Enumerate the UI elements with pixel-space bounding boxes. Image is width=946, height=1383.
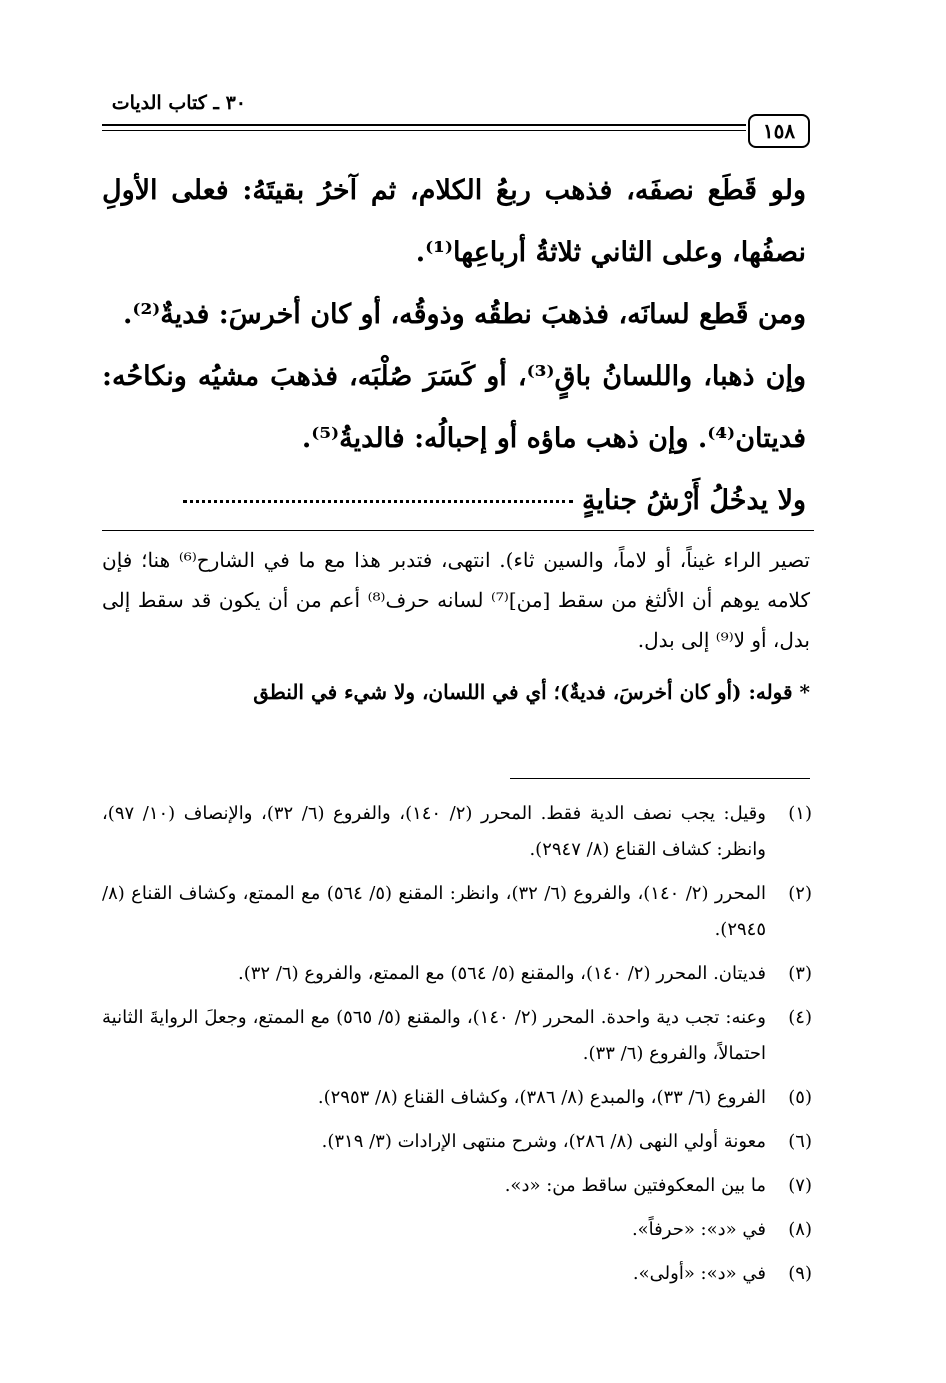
- footnote-number: (٤): [788, 1007, 812, 1028]
- header-rule: [102, 124, 746, 126]
- chapter-title: ٣٠ ـ كتاب الديات: [111, 92, 246, 114]
- footnote: [102, 956, 812, 992]
- footnote: [102, 876, 812, 948]
- footnote-number: (٨): [788, 1219, 812, 1240]
- main-paragraph: ومن قَطع لسانَه، فذهبَ نطقُه وذوقُه، أو كان أخرسَ: فديةٌ⁽²⁾.: [122, 299, 806, 330]
- footnote: [102, 796, 812, 868]
- header-rule-thin: [102, 130, 746, 131]
- footnote-text: الفروع (٦/ ٣٣)، والمبدع (٨/ ٣٨٦)، وكشاف القناع (٨/ ٢٩٥٣).: [317, 1087, 766, 1108]
- footnote: [102, 1168, 812, 1204]
- continuation-dots: [183, 500, 573, 503]
- main-last-line: [102, 470, 806, 532]
- footnote-text: ما بين المعكوفتين ساقط من: «د».: [504, 1175, 766, 1196]
- text-rule: [102, 530, 814, 531]
- footnote: [102, 1124, 812, 1160]
- footnote-number: (٩): [788, 1263, 812, 1284]
- main-paragraph: وإن ذهبا، واللسانُ باقٍ⁽³⁾، أو كَسَرَ صُلْبَه، فذهبَ مشيُه ونكاحُه: فديتان⁽⁴⁾. وإن ذهب ماؤه أو إحبالُه: فالديةُ⁽⁵⁾.: [102, 361, 807, 454]
- footnote-number: (٢): [788, 883, 812, 904]
- footnote-text: في «د»: «حرفاً».: [631, 1219, 766, 1240]
- commentary-paragraph: * قوله: (أو كان أخرسَ، فديةٌ)؛ أي في اللسان، ولا شيء في النطق: [253, 680, 810, 704]
- footnote-number: (٧): [788, 1175, 812, 1196]
- footnote: [102, 1256, 812, 1292]
- commentary-paragraph: تصير الراء غيناً، أو لاماً، والسين ثاء). انتهى، فتدبر هذا مع ما في الشارح⁽⁶⁾ هنا؛ فإن كلامه يوهم أن الألثغ من سقط [من]⁽⁷⁾ لسانه حرف⁽⁸⁾ أعم من أن يكون قد سقط إلى بدل، أو لا⁽⁹⁾ إلى بدل.: [102, 548, 810, 652]
- footnote-rule: [510, 778, 810, 779]
- footnote-number: (٣): [788, 963, 812, 984]
- main-text: [102, 160, 806, 532]
- footnote-text: المحرر (٢/ ١٤٠)، والفروع (٦/ ٣٢)، وانظر: المقنع (٥/ ٥٦٤) مع الممتع، وكشاف القناع (٨/ ٢٩٤٥).: [102, 883, 766, 940]
- page-number: ١٥٨: [748, 114, 810, 148]
- footnote-number: (٦): [788, 1131, 812, 1152]
- footnote-text: معونة أولي النهى (٨/ ٢٨٦)، وشرح منتهى الإرادات (٣/ ٣١٩).: [321, 1131, 766, 1152]
- footnote-text: في «د»: «أولى».: [632, 1263, 766, 1284]
- footnote-number: (٥): [788, 1087, 812, 1108]
- commentary: [102, 540, 810, 712]
- footnote-text: وعنه: تجب دية واحدة. المحرر (٢/ ١٤٠)، والمقنع (٥/ ٥٦٥) مع الممتع، وجعلَ الروايةَ الثانية احتمالاً، والفروع (٦/ ٣٣).: [102, 1007, 766, 1064]
- paragraph-gap: [102, 660, 810, 672]
- footnote-number: (١): [788, 803, 812, 824]
- footnote-text: فديتان. المحرر (٢/ ١٤٠)، والمقنع (٥/ ٥٦٤) مع الممتع، والفروع (٦/ ٣٢).: [238, 963, 766, 984]
- main-paragraph: ولو قَطَع نصفَه، فذهب ربعُ الكلام، ثم آخرُ بقيتَهُ: فعلى الأولِ نصفُها، وعلى الثاني ثلاثةُ أرباعِها⁽¹⁾.: [102, 175, 806, 268]
- footnote: [102, 1212, 812, 1248]
- footnotes: [102, 796, 812, 1300]
- footnote-text: وقيل: يجب نصف الدية فقط. المحرر (٢/ ١٤٠)، والفروع (٦/ ٣٢)، والإنصاف (١٠/ ٩٧)، وانظر: كشاف القناع (٨/ ٢٩٤٧).: [102, 803, 766, 860]
- footnote: [102, 1080, 812, 1116]
- footnote: [102, 1000, 812, 1072]
- main-last-line-text: ولا يدخُلُ أَرْشُ جنايةٍ: [581, 485, 806, 516]
